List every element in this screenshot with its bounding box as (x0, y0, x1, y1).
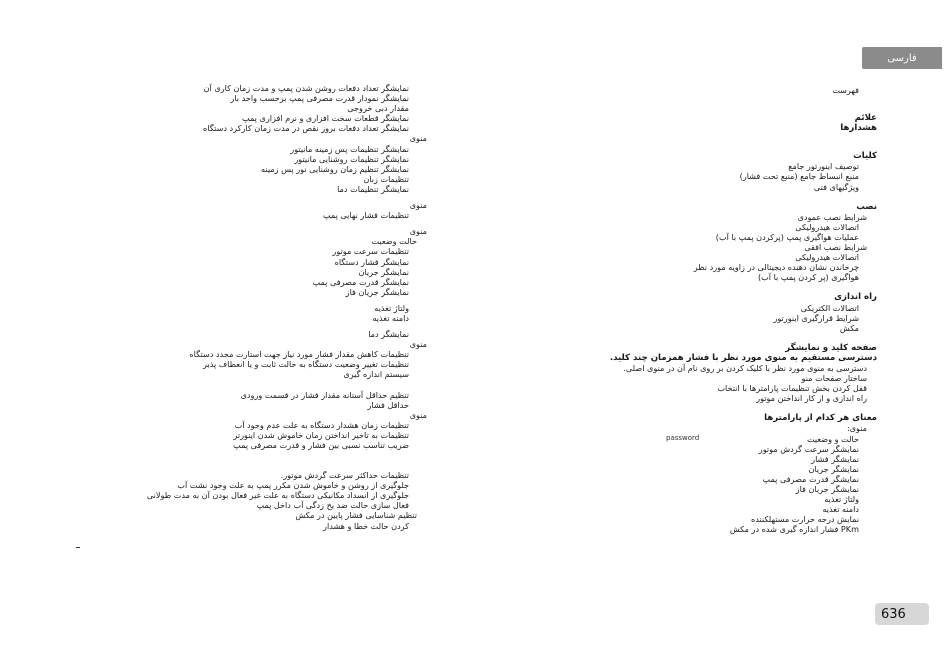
toc-line: کردن حالت خطا و هشدار (323, 520, 409, 531)
toc-line: نمایشگر تعداد دفعات بروز نقص در مدت زمان کارکرد دستگاه (202, 123, 409, 134)
toc-line: دسترسی به منوی مورد نظر با کلیک کردن بر روی نام آن در منوی اصلی. (623, 362, 867, 373)
line-spacer (497, 133, 877, 151)
toc-line: فعال سازی حالت ضد یخ زدگی آب داخل پمپ (256, 500, 409, 511)
toc-line: منوی: (846, 423, 867, 434)
toc-line: نمایشگر جریان فاز (345, 286, 409, 297)
toc-line: نمایشگر تنظیم زمان روشنایی نور پس زمینه (261, 163, 409, 174)
toc-line: مکش (839, 322, 859, 333)
toc-line: چرخاندن نشان دهنده دیجیتالی در زاویه مورد نظر (693, 262, 859, 273)
toc-line: ویژگیهای فنی (813, 181, 859, 192)
toc-line: نمایشگر فشار دستگاه (334, 256, 409, 267)
toc-line: نمایش درجه حرارت مستهلکننده (750, 514, 859, 525)
language-tab[interactable]: فارسی (862, 47, 942, 69)
password-label: password (666, 434, 700, 442)
line-spacer (497, 192, 877, 202)
page-number: 636 (875, 603, 929, 625)
toc-line: فهرست (832, 85, 859, 95)
toc-line: منوی (409, 409, 427, 420)
toc-line: PKm فشار اندازه گیری شده در مکش (729, 524, 859, 535)
toc-line: جلوگیری از روشن و خاموش شدن مکرر پمپ به علت وجود نشت آب (177, 480, 409, 491)
toc-line: حالت وضعیت (371, 236, 417, 247)
toc-line: نمایشگر قدرت مصرفی پمپ (762, 473, 859, 484)
toc-line: منوی (409, 133, 427, 144)
toc-line: اتصالات هیدرولیکی (795, 221, 859, 232)
toc-line: تنظیم شناسایی فشار پایین در مکش (295, 510, 417, 521)
toc-line: علائم (854, 113, 877, 124)
line-spacer (7, 450, 427, 460)
toc-line: ولتاژ تغذیه (374, 302, 409, 313)
toc-line: شرایط قرارگیری اینورتور (773, 312, 859, 323)
margin-mark (76, 547, 80, 548)
toc-line: معنای هر کدام از پارامترها (764, 413, 877, 424)
toc-line: دامنه تغذیه (822, 504, 859, 515)
line-spacer (497, 403, 877, 413)
toc-line: مقدار دبی خروجی (347, 103, 409, 114)
toc-line: اتصالات الکتریکی (800, 302, 859, 313)
toc-line: دسترسی مستقیم به منوی مورد نظر با فشار همزمان چند کلید. (609, 352, 877, 363)
toc-line: تنظیمات به تاخیر انداختن زمان خاموش شدن اینورتر (233, 429, 409, 440)
toc-line: منبع انبساط جامع (منبع تحت فشار) (739, 171, 859, 182)
line-spacer (7, 460, 427, 470)
toc-line: اتصالات هیدرولیکی (795, 252, 859, 263)
toc-line: عملیات هواگیری پمپ (پرکردن پمپ با آب) (715, 231, 859, 242)
toc-line: منوی (409, 339, 427, 350)
toc-line: منوی (409, 200, 427, 211)
toc-line: نمایشگر تعداد دفعات روشن شدن پمپ و مدت زمان کاری آن (203, 83, 409, 93)
toc-line: تنظیمات زمان هشدار دستگاه به علت عدم وجود آب (234, 419, 409, 430)
line-spacer (497, 282, 877, 292)
toc-line: راه اندازی و از کار انداختن موتور (756, 393, 867, 404)
toc-line: شرایط نصب افقی (804, 242, 867, 253)
toc-line: جلوگیری از انسداد مکانیکی دستگاه به علت غیر فعال بودن آن به مدت طولانی (146, 490, 409, 501)
toc-line: نصب (856, 201, 877, 212)
line-spacer (497, 333, 877, 343)
line-spacer (7, 380, 427, 390)
toc-line: راه اندازی (834, 292, 877, 303)
toc-line: تنظیمات فشار نهایی پمپ (322, 210, 409, 221)
toc-line: نمایشگر فشار (811, 453, 859, 464)
toc-line: هواگیری (پر کردن پمپ با آب) (757, 272, 859, 283)
toc-line: قفل کردن بخش تنظیمات پارامترها با انتخاب (717, 383, 867, 394)
toc-line: منوی (409, 226, 427, 237)
toc-line: تنظیمات حداکثر سرعت گردش موتور. (280, 470, 409, 481)
toc-line: نمایشگر قطعات سخت افزاری و نرم افزاری پمپ (242, 113, 409, 124)
toc-line: ولتاژ تغذیه (824, 494, 859, 505)
toc-line: سیستم اندازه گیری (343, 369, 409, 380)
toc-line: تنظیمات تغییر وضعیت دستگاه به حالت ثابت و یا انعطاف پذیر (203, 359, 409, 370)
toc-line: دامنه تغذیه (372, 312, 409, 323)
toc-line: نمایشگر تنظیمات دما (337, 183, 409, 194)
line-spacer (497, 95, 877, 113)
toc-line: صفحه کلید و نمایشگر (785, 342, 877, 353)
toc-line: ضریب تناسب نسبی بین فشار و قدرت مصرفی پمپ (233, 440, 409, 450)
toc-line: تنظیمات سرعت موتور (332, 246, 409, 257)
toc-line: حداقل فشار (367, 399, 409, 410)
toc-line: حالت و وضعیت (806, 433, 859, 444)
toc-line: نمایشگر دما (368, 329, 409, 340)
toc-line: نمایشگر جریان فاز (795, 484, 859, 494)
toc-line: نمایشگر سرعت گردش موتور (758, 443, 859, 454)
toc-line: نمایشگر جریان (358, 266, 409, 277)
toc-line: هشدارها (840, 123, 877, 134)
toc-line: توصیف اینورتور جامع (788, 161, 859, 172)
toc-line: کلیات (853, 151, 877, 162)
toc-line: نمایشگر نمودار قدرت مصرفی پمپ برحسب واحد بار (230, 93, 409, 104)
toc-line: نمایشگر جریان (808, 463, 859, 474)
table-of-contents-left (7, 83, 427, 531)
toc-line: تنظیم حداقل آستانه مقدار فشار در قسمت ورودی (240, 389, 409, 400)
toc-line: تنظیمات زبان (363, 173, 409, 184)
table-of-contents-right (497, 85, 877, 534)
toc-line: شرایط نصب عمودی (797, 211, 867, 222)
toc-line: نمایشگر قدرت مصرفی پمپ (312, 276, 409, 287)
toc-line: نمایشگر تنظیمات روشنایی مانیتور (294, 153, 409, 164)
toc-line: تنظیمات کاهش مقدار فشار مورد نیاز جهت استارت مجدد دستگاه (189, 349, 409, 360)
toc-line: نمایشگر تنظیمات پس زمینه مانیتور (290, 143, 409, 154)
toc-line: ساختار صفحات منو (801, 373, 867, 384)
